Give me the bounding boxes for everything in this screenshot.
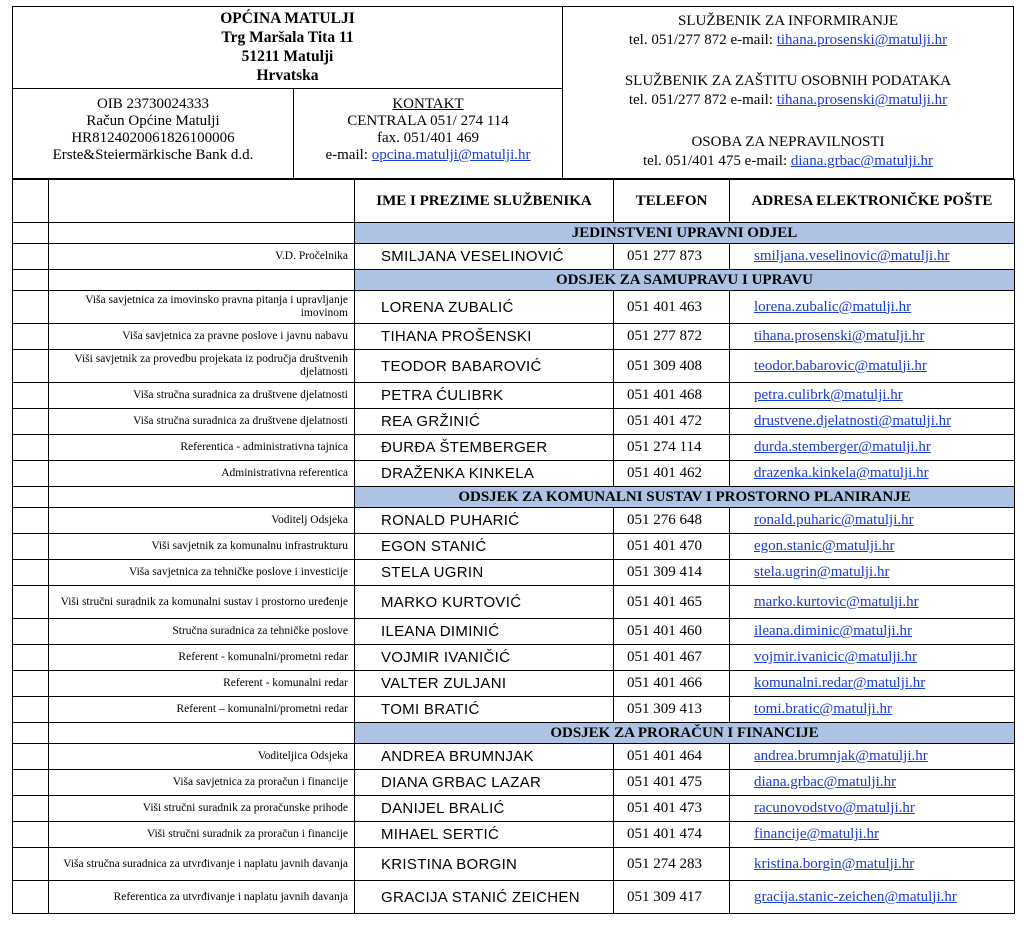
table-row (13, 291, 1015, 324)
employee-name-cell: KRISTINA BORGIN (355, 848, 614, 881)
row-empty-cell (13, 796, 49, 822)
email-cell (730, 744, 1015, 770)
phone-cell: 051 401 460 (614, 619, 730, 645)
job-title-cell: Viši stručni suradnik za proračun i financije (49, 822, 355, 848)
employee-name-cell: DIANA GRBAC LAZAR (355, 770, 614, 796)
phone-cell: 051 309 414 (614, 560, 730, 586)
job-title-cell: Viša savjetnica za proračun i financije (49, 770, 355, 796)
job-title-cell: Referentica za utvrđivanje i naplatu javnih davanja (49, 881, 355, 914)
table-row (13, 435, 1015, 461)
staff-table-body (13, 180, 1015, 914)
column-header-name: IME I PREZIME SLUŽBENIKA (355, 180, 614, 223)
email-cell (730, 291, 1015, 324)
section-empty-cell (49, 223, 355, 244)
data-officer-email-link[interactable]: tihana.prosenski@matulji.hr (776, 92, 948, 108)
org-street: Trg Maršala Tita 11 (221, 29, 354, 46)
employee-name-cell: PETRA ĆULIBRK (355, 383, 614, 409)
email-cell (730, 586, 1015, 619)
row-empty-cell (13, 619, 49, 645)
section-title: ODSJEK ZA PRORAČUN I FINANCIJE (355, 723, 1015, 744)
central-phone: CENTRALA 051/ 274 114 (347, 113, 509, 129)
email-cell (730, 435, 1015, 461)
row-empty-cell (13, 461, 49, 487)
email-link[interactable]: ileana.diminic@matulji.hr (754, 623, 912, 639)
job-title-cell: Voditelj Odsjeka (49, 508, 355, 534)
job-title-cell: Voditeljica Odsjeka (49, 744, 355, 770)
data-officer-phone: tel. 051/277 872 e-mail: (628, 92, 777, 108)
oib: OIB 23730024333 (96, 96, 210, 112)
email-link[interactable]: stela.ugrin@matulji.hr (754, 564, 890, 580)
job-title-cell: Viša savjetnica za pravne poslove i javnu nabavu (49, 324, 355, 350)
email-cell (730, 244, 1015, 270)
row-empty-cell (13, 508, 49, 534)
email-link[interactable]: durda.stemberger@matulji.hr (754, 439, 931, 455)
email-cell (730, 881, 1015, 914)
section-empty-cell (13, 487, 49, 508)
phone-cell: 051 309 408 (614, 350, 730, 383)
table-row (13, 645, 1015, 671)
employee-name-cell: MARKO KURTOVIĆ (355, 586, 614, 619)
table-row (13, 461, 1015, 487)
job-title-cell: Viši stručni suradnik za proračunske prihode (49, 796, 355, 822)
email-link[interactable]: vojmir.ivanicic@matulji.hr (754, 649, 917, 665)
irregularities-title: OSOBA ZA NEPRAVILNOSTI (691, 134, 885, 150)
column-header-email: ADRESA ELEKTRONIČKE POŠTE (730, 180, 1015, 223)
phone-cell: 051 277 872 (614, 324, 730, 350)
job-title-cell: Viša stručna suradnica za društvene djelatnosti (49, 383, 355, 409)
phone-cell: 051 309 417 (614, 881, 730, 914)
email-cell (730, 645, 1015, 671)
employee-name-cell: TOMI BRATIĆ (355, 697, 614, 723)
email-link[interactable]: marko.kurtovic@matulji.hr (754, 593, 919, 610)
email-link[interactable]: financije@matulji.hr (754, 826, 880, 842)
email-cell (730, 409, 1015, 435)
table-row (13, 796, 1015, 822)
document-header (12, 6, 1014, 179)
section-empty-cell (13, 270, 49, 291)
section-row (13, 723, 1015, 744)
table-row (13, 697, 1015, 723)
row-empty-cell (13, 435, 49, 461)
email-link[interactable]: tomi.bratic@matulji.hr (754, 701, 892, 717)
row-empty-cell (13, 409, 49, 435)
phone-cell: 051 401 467 (614, 645, 730, 671)
phone-cell: 051 277 873 (614, 244, 730, 270)
header-empty-cell (13, 180, 49, 223)
phone-cell: 051 401 470 (614, 534, 730, 560)
job-title-cell: Administrativna referentica (49, 461, 355, 487)
bank-name: Erste&Steiermärkische Bank d.d. (52, 147, 254, 163)
phone-cell: 051 401 472 (614, 409, 730, 435)
table-row (13, 822, 1015, 848)
table-row (13, 848, 1015, 881)
job-title-cell: Viša savjetnica za tehničke poslove i investicije (49, 560, 355, 586)
table-row (13, 560, 1015, 586)
email-cell (730, 534, 1015, 560)
phone-cell: 051 401 463 (614, 291, 730, 324)
email-cell (730, 671, 1015, 697)
section-title: ODSJEK ZA SAMUPRAVU I UPRAVU (355, 270, 1015, 291)
phone-cell: 051 274 114 (614, 435, 730, 461)
email-cell (730, 383, 1015, 409)
job-title-cell: Stručna suradnica za tehničke poslove (49, 619, 355, 645)
job-title-cell: Viši stručni suradnik za komunalni sustav i prostorno uređenje (49, 586, 355, 619)
job-title-cell: Viši savjetnik za komunalnu infrastrukturu (49, 534, 355, 560)
phone-cell: 051 401 475 (614, 770, 730, 796)
identification-block (13, 89, 294, 179)
contact-block (294, 89, 563, 179)
email-cell (730, 560, 1015, 586)
employee-name-cell: ILEANA DIMINIĆ (355, 619, 614, 645)
row-empty-cell (13, 881, 49, 914)
phone-cell: 051 274 283 (614, 848, 730, 881)
email-cell (730, 796, 1015, 822)
table-row (13, 744, 1015, 770)
row-empty-cell (13, 645, 49, 671)
org-country: Hrvatska (256, 67, 319, 84)
phone-cell: 051 276 648 (614, 508, 730, 534)
table-row (13, 534, 1015, 560)
info-officer-title: SLUŽBENIK ZA INFORMIRANJE (677, 13, 898, 29)
staff-table (12, 179, 1015, 914)
email-link[interactable]: andrea.brumnjak@matulji.hr (754, 748, 928, 764)
employee-name-cell: GRACIJA STANIĆ ZEICHEN (355, 881, 614, 914)
table-row (13, 350, 1015, 383)
account-label: Račun Općine Matulji (86, 113, 220, 129)
email-link[interactable]: petra.culibrk@matulji.hr (754, 387, 903, 403)
job-title-cell: Viša stručna suradnica za društvene djelatnosti (49, 409, 355, 435)
contact-email-label: e-mail: (325, 147, 372, 163)
phone-cell: 051 401 466 (614, 671, 730, 697)
email-cell (730, 770, 1015, 796)
email-link[interactable]: racunovodstvo@matulji.hr (754, 800, 915, 816)
table-header-row (13, 180, 1015, 223)
iban: HR8124020061826100006 (71, 130, 235, 146)
phone-cell: 051 401 474 (614, 822, 730, 848)
info-officer-email-link[interactable]: tihana.prosenski@matulji.hr (776, 32, 948, 48)
row-empty-cell (13, 383, 49, 409)
table-row (13, 881, 1015, 914)
employee-name-cell: DANIJEL BRALIĆ (355, 796, 614, 822)
section-row (13, 223, 1015, 244)
employee-name-cell: EGON STANIĆ (355, 534, 614, 560)
employee-name-cell: VOJMIR IVANIČIĆ (355, 645, 614, 671)
contact-title: KONTAKT (392, 96, 464, 112)
section-title: ODSJEK ZA KOMUNALNI SUSTAV I PROSTORNO PLANIRANJE (355, 487, 1015, 508)
email-cell (730, 508, 1015, 534)
data-officer-title: SLUŽBENIK ZA ZAŠTITU OSOBNIH PODATAKA (624, 73, 952, 89)
table-row (13, 244, 1015, 270)
job-title-cell: V.D. Pročelnika (49, 244, 355, 270)
phone-cell: 051 401 464 (614, 744, 730, 770)
org-name: OPĆINA MATULJI (220, 10, 355, 27)
phone-cell: 051 401 468 (614, 383, 730, 409)
email-cell (730, 350, 1015, 383)
irregularities-phone: tel. 051/401 475 e-mail: (643, 153, 791, 169)
row-empty-cell (13, 586, 49, 619)
employee-name-cell: LORENA ZUBALIĆ (355, 291, 614, 324)
table-row (13, 619, 1015, 645)
email-link[interactable]: diana.grbac@matulji.hr (754, 774, 897, 790)
email-link[interactable]: tihana.prosenski@matulji.hr (754, 328, 925, 344)
employee-name-cell: REA GRŽINIĆ (355, 409, 614, 435)
job-title-cell: Viša savjetnica za imovinsko pravna pitanja i upravljanje imovinom (49, 291, 355, 324)
employee-name-cell: VALTER ZULJANI (355, 671, 614, 697)
section-title: JEDINSTVENI UPRAVNI ODJEL (355, 223, 1015, 244)
section-empty-cell (49, 270, 355, 291)
table-row (13, 586, 1015, 619)
row-empty-cell (13, 671, 49, 697)
email-cell (730, 848, 1015, 881)
row-empty-cell (13, 350, 49, 383)
email-link[interactable]: teodor.babarovic@matulji.hr (754, 357, 927, 374)
email-cell (730, 324, 1015, 350)
info-officer-phone: tel. 051/277 872 e-mail: (628, 32, 777, 48)
email-link[interactable]: smiljana.veselinovic@matulji.hr (754, 248, 950, 264)
table-row (13, 508, 1015, 534)
email-link[interactable]: ronald.puharic@matulji.hr (754, 512, 914, 528)
header-empty-cell (49, 180, 355, 223)
email-cell (730, 822, 1015, 848)
table-row (13, 383, 1015, 409)
employee-name-cell: SMILJANA VESELINOVIĆ (355, 244, 614, 270)
employee-name-cell: TIHANA PROŠENSKI (355, 324, 614, 350)
section-empty-cell (13, 723, 49, 744)
officers-block (563, 7, 1013, 179)
job-title-cell: Referentica - administrativna tajnica (49, 435, 355, 461)
row-empty-cell (13, 244, 49, 270)
row-empty-cell (13, 291, 49, 324)
organization-block (13, 7, 563, 89)
contact-email-link[interactable]: opcina.matulji@matulji.hr (371, 147, 531, 163)
employee-name-cell: TEODOR BABAROVIĆ (355, 350, 614, 383)
table-row (13, 770, 1015, 796)
fax-number: fax. 051/401 469 (376, 130, 480, 146)
email-cell (730, 461, 1015, 487)
job-title-cell: Viša stručna suradnica za utvrđivanje i naplatu javnih davanja (49, 848, 355, 881)
section-row (13, 487, 1015, 508)
email-link[interactable]: egon.stanic@matulji.hr (754, 538, 895, 554)
job-title-cell: Referent - komunalni redar (49, 671, 355, 697)
employee-name-cell: STELA UGRIN (355, 560, 614, 586)
job-title-cell: Viši savjetnik za provedbu projekata iz područja društvenih djelatnosti (49, 350, 355, 383)
email-cell (730, 697, 1015, 723)
row-empty-cell (13, 770, 49, 796)
row-empty-cell (13, 822, 49, 848)
phone-cell: 051 309 413 (614, 697, 730, 723)
row-empty-cell (13, 697, 49, 723)
section-empty-cell (49, 487, 355, 508)
job-title-cell: Referent – komunalni/prometni redar (49, 697, 355, 723)
email-link[interactable]: komunalni.redar@matulji.hr (754, 675, 926, 691)
email-link[interactable]: gracija.stanic-zeichen@matulji.hr (754, 888, 957, 905)
email-link[interactable]: drazenka.kinkela@matulji.hr (754, 465, 929, 481)
employee-name-cell: ĐURĐA ŠTEMBERGER (355, 435, 614, 461)
employee-name-cell: DRAŽENKA KINKELA (355, 461, 614, 487)
employee-name-cell: ANDREA BRUMNJAK (355, 744, 614, 770)
table-row (13, 409, 1015, 435)
irregularities-email-link[interactable]: diana.grbac@matulji.hr (790, 153, 933, 169)
contact-document (12, 6, 1014, 914)
table-row (13, 671, 1015, 697)
employee-name-cell: MIHAEL SERTIĆ (355, 822, 614, 848)
row-empty-cell (13, 848, 49, 881)
table-row (13, 324, 1015, 350)
org-city: 51211 Matulji (241, 48, 334, 65)
phone-cell: 051 401 462 (614, 461, 730, 487)
email-link[interactable]: drustvene.djelatnosti@matulji.hr (754, 413, 952, 429)
phone-cell: 051 401 473 (614, 796, 730, 822)
column-header-phone: TELEFON (614, 180, 730, 223)
row-empty-cell (13, 534, 49, 560)
section-empty-cell (49, 723, 355, 744)
phone-cell: 051 401 465 (614, 586, 730, 619)
email-link[interactable]: lorena.zubalic@matulji.hr (754, 298, 912, 315)
email-link[interactable]: kristina.borgin@matulji.hr (754, 855, 915, 872)
email-cell (730, 619, 1015, 645)
section-empty-cell (13, 223, 49, 244)
row-empty-cell (13, 560, 49, 586)
job-title-cell: Referent - komunalni/prometni redar (49, 645, 355, 671)
employee-name-cell: RONALD PUHARIĆ (355, 508, 614, 534)
section-row (13, 270, 1015, 291)
row-empty-cell (13, 324, 49, 350)
row-empty-cell (13, 744, 49, 770)
